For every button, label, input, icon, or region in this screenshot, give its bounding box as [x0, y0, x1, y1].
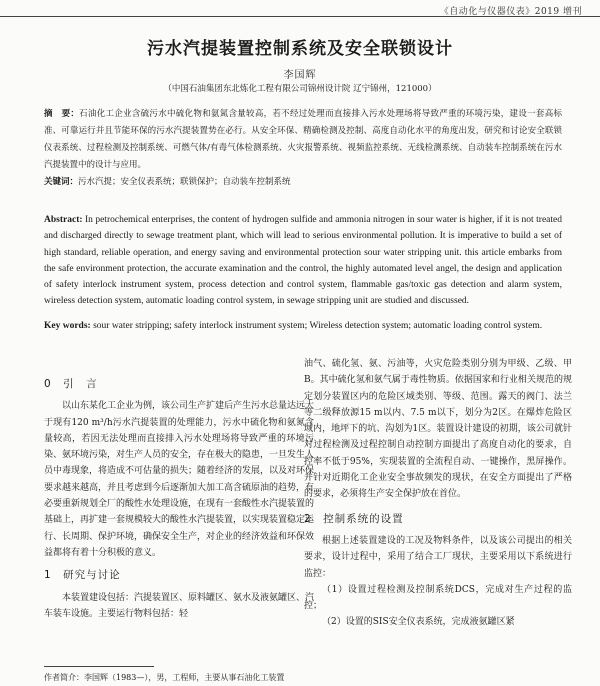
left-column — [44, 372, 314, 622]
keywords-en — [44, 318, 562, 334]
footnote-rule — [44, 666, 154, 667]
abstract-en — [44, 212, 562, 310]
author-footnote: 作者简介：李国辉（1983—），男，工程师，主要从事石油化工装置 — [44, 673, 285, 682]
abstract-zh-text: 石油化工企业含硫污水中硫化物和氨氮含量较高，若不经过处理而直接排入污水处理场将导致严重的环境污染，建设一套高标准、可靠运行并且节能环保的污水汽提装置势在必行。从安全环保、精确检测及控制、高度自动化水平的角度出发，研究和讨论安全联锁仪表系统、过程检测及控制系统、可燃气体/有毒气体检测系统、火灾报警系统、视频监控系统、无线检测系统、自动装车控制系统在污水汽提装置中的设计与应用。 — [44, 109, 562, 170]
abstract-zh-label: 摘 要： — [44, 109, 80, 119]
section-2-paragraph: 根据上述装置建设的工况及物料条件，以及该公司提出的相关要求，设计过程中，采用了结合工厂现状，主要采用以下系统进行监控： — [304, 535, 572, 579]
abstract-en-label: Abstract: — [44, 215, 83, 225]
section-1-paragraph: 本装置建设包括：汽提装置区、原料罐区、氨水及液氨罐区、汽车装车设施。主要运行物料包括：轻 — [44, 592, 315, 619]
article-author: 李国辉 — [283, 70, 317, 81]
keywords-zh-text: 污水汽提；安全仪表系统；联锁保护；自动装车控制系统 — [78, 177, 291, 187]
section-0-heading: 0 引 言 — [44, 378, 98, 390]
article-affiliation: （中国石油集团东北炼化工程有限公司锦州设计院 辽宁锦州，121000） — [163, 84, 437, 94]
section-0-paragraph: 以山东某化工企业为例，该公司生产扩建后产生污水总量达远大于现有120 m³/h污水汽提装置的处理能力，污水中硫化物和氨氮含量较高，若因无法处理而直接排入污水处理场将导致严重的环境污染、氨环境污染，对生产人员的安全，存在极大的隐患，一旦发生人员中毒现象，将造成不可估量的损失；随着经济的发展，以及对环保要求越来越高，并且考虑到今后逐渐加大加工高含硫原油的趋势，有必要重新规划全厂的酸性水处理设施，在现有一套酸性水汽提装置的基础上，再扩建一套规模较大的酸性水汽提装置，以实现装置稳定运行、长周期、保护环境，确保安全生产，对企业的经济效益和环保效益都将有着十分积极的意义。 — [44, 401, 315, 558]
section-2-item-2: （2）设置的SIS安全仪表系统，完成液氨罐区紧 — [322, 617, 515, 628]
abstract-zh — [44, 106, 562, 191]
article-title: 污水汽提装置控制系统及安全联锁设计 — [147, 39, 453, 59]
running-head: 《自动化与仪器仪表》2019 增刊 — [439, 7, 582, 17]
section-2-item-1: （1）设置过程检测及控制系统DCS，完成对生产过程的监控； — [304, 584, 572, 612]
header-rule — [0, 16, 600, 17]
right-column — [304, 356, 572, 631]
right-continued-paragraph: 油气、硫化氢、氨、污油等，火灾危险类别分别为甲级、乙级、甲B。其中硫化氢和氨气属于毒性物质。依据国家和行业相关规范的规定划分装置区内的危险区域类别、等级、范围。露天的阀门、法兰等二级释放源15 m以内、7.5 m以下，划分为2区。在爆炸危险区域内，地坪下的坑、沟划为1区。装置设计建设的初期，该公司就针对过程检测及过程控制自动控制方面提出了高度自动化的要求，自控率不低于95%，实现装置的全流程自动、一键操作，黑屏操作。并针对近期化工企业安全事故频发的现状，在安全方面提出了严格的要求，必须将生产安全保护放在首位。 — [304, 359, 572, 500]
keywords-en-label: Key words: — [44, 321, 91, 331]
keywords-zh-label: 关键词： — [44, 177, 79, 187]
keywords-en-text: sour water stripping; safety interlock instrument system; Wireless detection system; automatic loading control system. — [93, 321, 543, 331]
abstract-en-text: In petrochemical enterprises, the content of hydrogen sulfide and ammonia nitrogen in sour water is higher, if it is not treated and discharged directly to sewage treatment plant, which will lead to serious environmental pollution. It is imperative to build a set of high standard, reliable operation, and energy saving and environmental protection sour water stripping unit. this article embarks from the safe environment protection, the accurate examination and the control, the highly automated level angel, the design and application of safety interlock instrument system, process detection and control system, flammable gas/toxic gas detection and alarm system, wireless detection system, automatic loading control system, in sewage stripping unit are studied and discussed. — [44, 215, 562, 307]
section-2-heading: 2 控制系统的设置 — [304, 512, 404, 525]
section-1-heading: 1 研究与讨论 — [44, 569, 121, 582]
